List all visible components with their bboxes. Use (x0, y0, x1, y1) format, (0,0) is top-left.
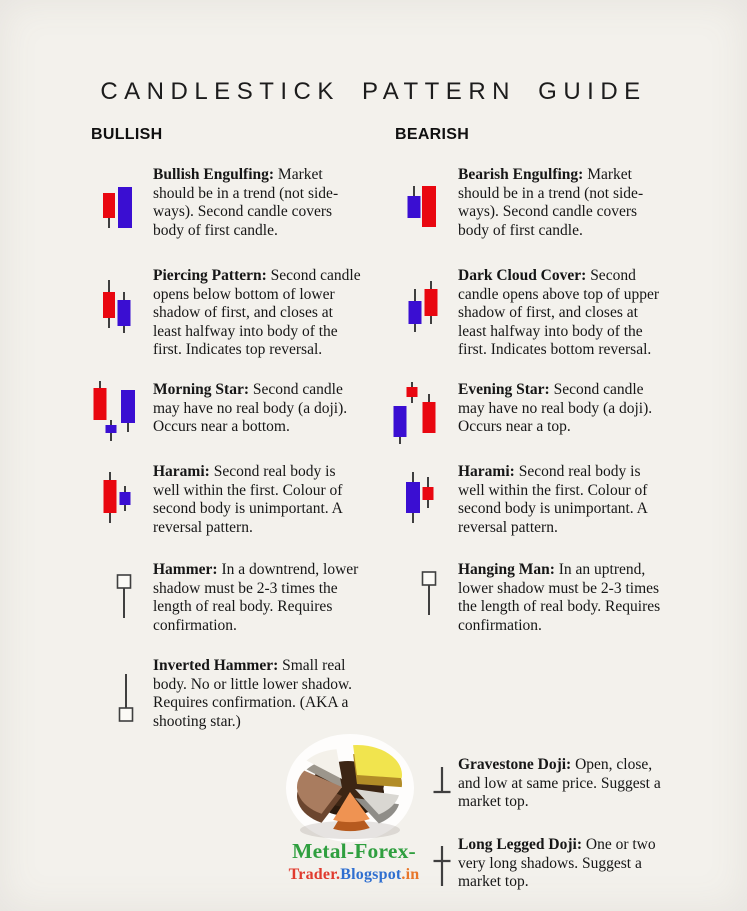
pattern-description-line: shadow of first, and closes at (458, 304, 638, 322)
pattern-entry-long-legged-doji (458, 836, 656, 892)
pattern-entry-hammer (153, 561, 358, 635)
pattern-description-line: reversal pattern. (458, 518, 558, 536)
brand-line2-part: Trader. (288, 866, 341, 884)
pattern-entry-gravestone-doji (458, 756, 661, 812)
pattern-entry-morning-star (153, 381, 347, 437)
pattern-entry-bearish-harami (458, 463, 648, 537)
bearish-column-header: BEARISH (395, 126, 470, 143)
pattern-description-line: should be in a trend (not side- (458, 184, 644, 202)
long-legged-doji-glyph-icon (428, 845, 456, 887)
pattern-description-line: ways). Second candle covers (458, 203, 638, 221)
pattern-description-line: Market (587, 166, 632, 183)
bullish-column-header: BULLISH (91, 126, 163, 143)
pattern-description-line: least halfway into body of the (458, 322, 643, 340)
pattern-name: Long Legged Doji: (458, 836, 582, 853)
pattern-description-line: Second candle (553, 381, 644, 398)
pattern-description-line: In an uptrend, (558, 561, 646, 578)
pattern-description-line: the length of real body. Requires (458, 598, 661, 616)
pattern-description-line: first. Indicates bottom reversal. (458, 341, 652, 359)
brand-line1: Metal-Forex- (292, 839, 416, 863)
pattern-description-line: opens below bottom of lower (153, 285, 335, 303)
pattern-description-line: Open, close, (575, 756, 653, 773)
pattern-entry-bearish-engulfing (458, 166, 643, 240)
pattern-name: Inverted Hammer: (153, 657, 279, 674)
pie-chart-icon (286, 734, 420, 852)
pattern-description-line: shadow of first, and closes at (153, 304, 333, 322)
brand-line2-part: .in (401, 866, 420, 884)
page-title: CANDLESTICK PATTERN GUIDE (100, 78, 647, 105)
piercing-pattern-candles-icon (90, 278, 150, 336)
pattern-name: Bullish Engulfing: (153, 166, 275, 183)
bearish-harami-candles-icon (392, 470, 452, 525)
pattern-description-line: Small real (282, 657, 346, 674)
pattern-description-line: market top. (458, 793, 529, 811)
pattern-description-line: ways). Second candle covers (153, 203, 333, 221)
pattern-name: Harami: (458, 463, 515, 480)
evening-star-candles-icon (392, 380, 452, 446)
pattern-description-line: confirmation. (458, 616, 542, 634)
pattern-name: Morning Star: (153, 381, 250, 398)
pattern-description-line: should be in a trend (not side- (153, 184, 339, 202)
pattern-name: Hanging Man: (458, 561, 555, 578)
pattern-entry-bullish-engulfing (153, 166, 338, 240)
pie-chart-logo (286, 734, 420, 852)
pattern-description-line: candle opens above top of upper (458, 285, 660, 303)
pattern-description-line: very long shadows. Suggest a (458, 854, 642, 872)
pattern-description-line: shooting star.) (153, 712, 241, 730)
pattern-description-line: second body is unimportant. A (153, 500, 343, 518)
pattern-entry-evening-star (458, 381, 652, 437)
pattern-name: Gravestone Doji: (458, 756, 572, 773)
pattern-description-line: Second candle (270, 267, 361, 284)
pattern-entry-hanging-man (458, 561, 660, 635)
pattern-description-line: shadow must be 2-3 times the (153, 579, 338, 597)
bullish-engulfing-candles-icon (90, 185, 150, 233)
pattern-description-line: reversal pattern. (153, 518, 253, 536)
pattern-description-line: first. Indicates top reversal. (153, 341, 323, 359)
pattern-description-line: Second real body is (213, 463, 336, 480)
pattern-description-line: second body is unimportant. A (458, 500, 648, 518)
pattern-description-line: least halfway into body of the (153, 322, 338, 340)
dark-cloud-cover-candles-icon (392, 280, 452, 335)
pattern-description-line: In a downtrend, lower (221, 561, 359, 578)
pattern-description-line: market top. (458, 873, 529, 891)
pattern-description-line: may have no real body (a doji). (153, 399, 348, 417)
pattern-description-line: body. No or little lower shadow. (153, 675, 353, 693)
pattern-name: Piercing Pattern: (153, 267, 267, 284)
brand-line2 (288, 866, 420, 883)
pattern-description-line: Second candle (252, 381, 343, 398)
pattern-description-line: confirmation. (153, 616, 237, 634)
pattern-description-line: body of first candle. (458, 221, 583, 239)
pattern-entry-piercing-pattern (153, 267, 361, 360)
pattern-description-line: Occurs near a bottom. (153, 418, 290, 436)
bullish-harami-candles-icon (90, 470, 150, 525)
pattern-description-line: well within the first. Colour of (458, 481, 648, 499)
pattern-name: Dark Cloud Cover: (458, 267, 587, 284)
pattern-name: Evening Star: (458, 381, 550, 398)
morning-star-candles-icon (90, 380, 150, 442)
pattern-description-line: One or two (585, 836, 656, 853)
pattern-description-line: Occurs near a top. (458, 418, 571, 436)
pattern-entry-dark-cloud-cover (458, 267, 659, 360)
pattern-description-line: Requires confirmation. (AKA a (153, 694, 349, 712)
pattern-description-line: may have no real body (a doji). (458, 399, 653, 417)
pattern-description-line: body of first candle. (153, 221, 278, 239)
pattern-description-line: and low at same price. Suggest a (458, 774, 661, 792)
pattern-description-line: lower shadow must be 2-3 times (458, 579, 660, 597)
pattern-entry-bullish-harami (153, 463, 343, 537)
pattern-description-line: length of real body. Requires (153, 598, 333, 616)
pattern-entry-inverted-hammer (153, 657, 352, 731)
pattern-name: Bearish Engulfing: (458, 166, 584, 183)
brand-line2-part: Blogspot (340, 866, 402, 884)
pattern-description-line: Second real body is (518, 463, 641, 480)
pattern-description-line: Second (590, 267, 636, 284)
brand-watermark (288, 840, 420, 883)
bearish-engulfing-candles-icon (392, 184, 452, 232)
gravestone-doji-glyph-icon (428, 765, 456, 797)
pattern-name: Harami: (153, 463, 210, 480)
hammer-candle-icon (90, 570, 150, 620)
inverted-hammer-candle-icon (90, 672, 150, 722)
pattern-description-line: Market (277, 166, 323, 183)
pattern-description-line: well within the first. Colour of (153, 481, 343, 499)
pattern-name: Hammer: (153, 561, 218, 578)
hanging-man-candle-icon (392, 568, 452, 618)
